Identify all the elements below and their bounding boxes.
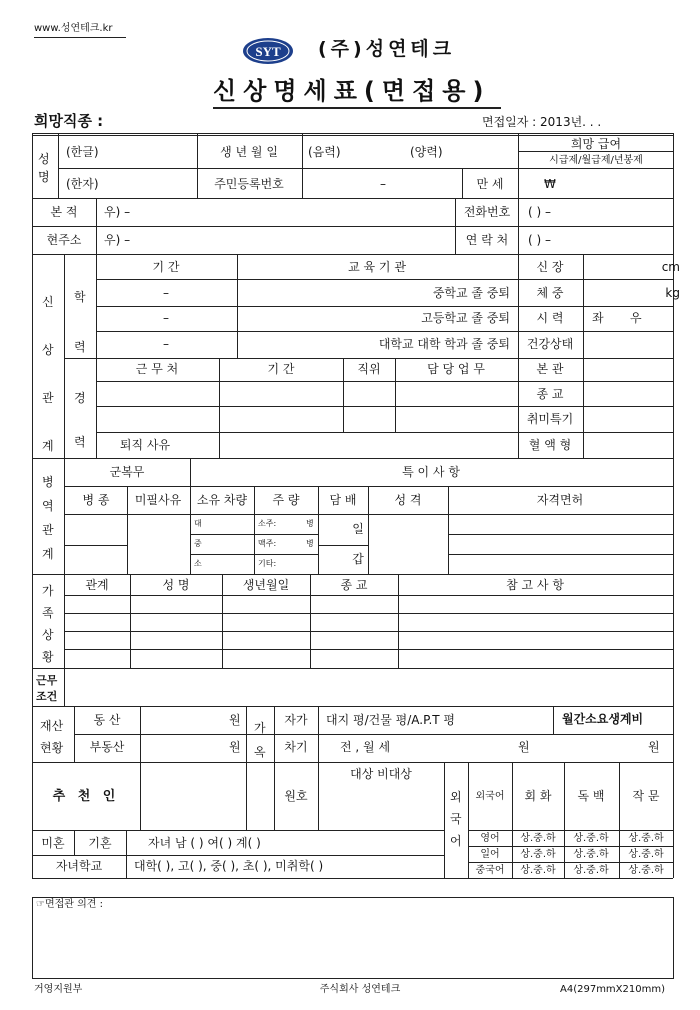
- page-title: 신상명세표(면접용): [213, 77, 491, 105]
- chinese-reading[interactable]: 상.중.하: [573, 865, 609, 876]
- name-hanja[interactable]: (한자): [66, 177, 99, 191]
- married-option[interactable]: 기혼: [88, 836, 112, 850]
- japanese-composition[interactable]: 상.중.하: [628, 849, 664, 860]
- contact-field[interactable]: ( ) –: [528, 233, 551, 247]
- beer-unit: 병: [306, 539, 314, 548]
- form-top-border: [32, 133, 674, 136]
- veteran-label: 원호: [284, 789, 308, 803]
- family-remarks-header: 참 고 사 항: [506, 578, 564, 592]
- edu-institution-header: 교 육 기 관: [348, 260, 406, 274]
- movable-assets-label: 동 산: [93, 713, 121, 727]
- alcohol-header: 주 량: [272, 493, 300, 507]
- form-right-border: [673, 134, 674, 878]
- assets-section-label: 재산 현황: [40, 719, 64, 755]
- desired-position-label: 희망직종 :: [34, 112, 104, 130]
- military-notes-header: 특 이 사 항: [402, 465, 460, 479]
- work-conditions-label: 근무 조건: [36, 674, 58, 703]
- conversation-header: 회 화: [524, 789, 552, 803]
- composition-header: 작 문: [632, 789, 660, 803]
- house-label: 가 옥: [254, 721, 266, 759]
- age-label: 만 세: [476, 177, 504, 191]
- other-drink-label[interactable]: 기타:: [258, 559, 277, 568]
- edu-college-period[interactable]: –: [163, 337, 169, 351]
- salary-field[interactable]: ₩: [544, 177, 556, 191]
- single-option[interactable]: 미혼: [41, 836, 65, 850]
- salary-title: 희망 급여: [570, 137, 622, 151]
- title-underline: [213, 107, 501, 109]
- lang-english: 영어: [480, 833, 500, 844]
- beer-label[interactable]: 맥주:: [258, 539, 277, 548]
- career-title-header: 직위: [357, 362, 381, 376]
- recommender-target[interactable]: 대상 비대상: [350, 767, 412, 781]
- family-relation-header: 관계: [85, 578, 109, 592]
- living-cost-label: 월간소요생계비: [562, 712, 644, 726]
- recommender-label: 추 천 인: [52, 789, 120, 804]
- english-reading[interactable]: 상.중.하: [573, 833, 609, 844]
- rent-won[interactable]: 원: [518, 740, 530, 754]
- contact-label: 연 락 처: [465, 233, 509, 247]
- religion-label: 종 교: [536, 387, 564, 401]
- tobacco-packs[interactable]: 갑: [352, 552, 364, 566]
- family-religion-header: 종 교: [340, 578, 368, 592]
- edu-college[interactable]: 대학교 대학 학과 졸 중퇴: [378, 337, 510, 351]
- eyesight-label: 시 력: [536, 311, 564, 325]
- domicile-field[interactable]: 우) –: [104, 205, 131, 219]
- origin-label: 본 관: [536, 362, 564, 376]
- url-underline: [34, 37, 126, 38]
- lang-japanese: 일어: [480, 849, 500, 860]
- resign-reason-label: 퇴직 사유: [119, 438, 171, 452]
- health-label: 건강상태: [526, 337, 574, 351]
- logo-text: SYT: [255, 44, 281, 59]
- exempt-reason-header: 미필사유: [134, 493, 182, 507]
- tobacco-per-day[interactable]: 일: [352, 522, 364, 536]
- rent-detail[interactable]: 전 , 월 세: [340, 740, 391, 754]
- reading-header: 독 백: [577, 789, 605, 803]
- english-conversation[interactable]: 상.중.하: [520, 833, 556, 844]
- company-name: (주)성연테크: [318, 38, 456, 60]
- birth-lunar[interactable]: (음력): [308, 145, 341, 159]
- edu-middle-school[interactable]: 중학교 졸 중퇴: [432, 286, 510, 300]
- foreign-language-section: 외 국 어: [450, 790, 462, 848]
- soju-unit: 병: [306, 519, 314, 528]
- footer-company: 주식회사 성연테크: [319, 984, 401, 995]
- website-url[interactable]: www.성연테크.kr: [34, 23, 113, 34]
- military-branch-header: 병 종: [82, 493, 110, 507]
- height-unit[interactable]: cm: [661, 260, 680, 274]
- rrn-field[interactable]: –: [380, 177, 386, 191]
- vehicle-header: 소유 차량: [196, 493, 248, 507]
- chinese-conversation[interactable]: 상.중.하: [520, 865, 556, 876]
- family-section-label: 가 족 상 황: [42, 584, 54, 664]
- career-period-header: 기 간: [267, 362, 295, 376]
- japanese-reading[interactable]: 상.중.하: [573, 849, 609, 860]
- career-workplace-header: 근 무 처: [135, 362, 179, 376]
- form-left-border: [32, 134, 33, 878]
- soju-label[interactable]: 소주:: [258, 519, 277, 528]
- education-label: 학 력: [74, 290, 86, 354]
- own-house-label: 자가: [284, 713, 308, 727]
- rent-label: 차기: [284, 740, 308, 754]
- english-composition[interactable]: 상.중.하: [628, 833, 664, 844]
- birth-label: 생 년 월 일: [220, 145, 278, 159]
- vehicle-small[interactable]: 소: [194, 559, 202, 568]
- interviewer-opinion-box[interactable]: [32, 897, 674, 979]
- living-cost-won[interactable]: 원: [648, 740, 660, 754]
- footer-department: 거영지원부: [34, 984, 83, 995]
- military-service-header: 군복무: [109, 465, 145, 479]
- current-address-label: 현주소: [46, 233, 82, 247]
- height-label: 신 장: [536, 260, 564, 274]
- birth-solar[interactable]: (양력): [410, 145, 443, 159]
- real-estate-label: 부동산: [89, 740, 125, 754]
- lang-chinese: 중국어: [475, 865, 505, 876]
- career-duties-header: 담 당 업 무: [427, 362, 485, 376]
- eyesight-right[interactable]: 우: [630, 311, 642, 325]
- movable-won[interactable]: 원: [229, 713, 241, 727]
- vehicle-mid[interactable]: 중: [194, 539, 202, 548]
- tobacco-header: 담 배: [329, 493, 357, 507]
- own-house-detail[interactable]: 대지 평/건물 평/A.P.T 평: [326, 713, 455, 727]
- rrn-label: 주민등록번호: [214, 177, 284, 191]
- current-address-field[interactable]: 우) –: [104, 233, 131, 247]
- children-school-label: 자녀학교: [55, 859, 103, 873]
- phone-label: 전화번호: [463, 205, 511, 219]
- children-count[interactable]: 자녀 남 ( ) 여( ) 계( ): [148, 836, 261, 850]
- eyesight-left[interactable]: 좌: [592, 311, 604, 325]
- children-school-value[interactable]: 대학( ), 고( ), 중( ), 초( ), 미취학( ): [134, 859, 324, 873]
- real-estate-won[interactable]: 원: [229, 740, 241, 754]
- weight-label: 체 중: [536, 286, 564, 300]
- blood-type-label: 혈 액 형: [528, 438, 572, 452]
- name-section-label: 성 명: [38, 152, 50, 184]
- weight-unit[interactable]: kg: [665, 286, 680, 300]
- foreign-language-header: 외국어: [475, 791, 505, 802]
- footer-paper-size: A4(297mmX210mm): [560, 984, 665, 995]
- name-korean[interactable]: (한글): [66, 145, 99, 159]
- interview-date: 면접일자 : 2013년. . .: [482, 115, 602, 129]
- hobby-label: 취미특기: [526, 412, 574, 426]
- edu-high-period[interactable]: –: [163, 311, 169, 325]
- vehicle-large[interactable]: 대: [194, 519, 202, 528]
- chinese-composition[interactable]: 상.중.하: [628, 865, 664, 876]
- family-birth-header: 생년월일: [242, 578, 290, 592]
- edu-period-header: 기 간: [152, 260, 180, 274]
- phone-field[interactable]: ( ) –: [528, 205, 551, 219]
- interviewer-opinion-label: ☞면접관 의견 :: [36, 899, 103, 910]
- family-name-header: 성 명: [162, 578, 190, 592]
- personality-header: 성 격: [394, 493, 422, 507]
- career-label: 경 력: [74, 391, 86, 449]
- military-section-label: 병 역 관 계: [42, 475, 54, 561]
- personal-section-label: 신 상 관 계: [42, 295, 54, 453]
- japanese-conversation[interactable]: 상.중.하: [520, 849, 556, 860]
- license-header: 자격면허: [536, 493, 584, 507]
- domicile-label: 본 적: [50, 205, 78, 219]
- salary-types[interactable]: 시급제/월급제/년봉제: [549, 155, 643, 166]
- edu-high-school[interactable]: 고등학교 졸 중퇴: [421, 311, 510, 325]
- company-logo: [242, 36, 294, 66]
- edu-middle-period[interactable]: –: [163, 286, 169, 300]
